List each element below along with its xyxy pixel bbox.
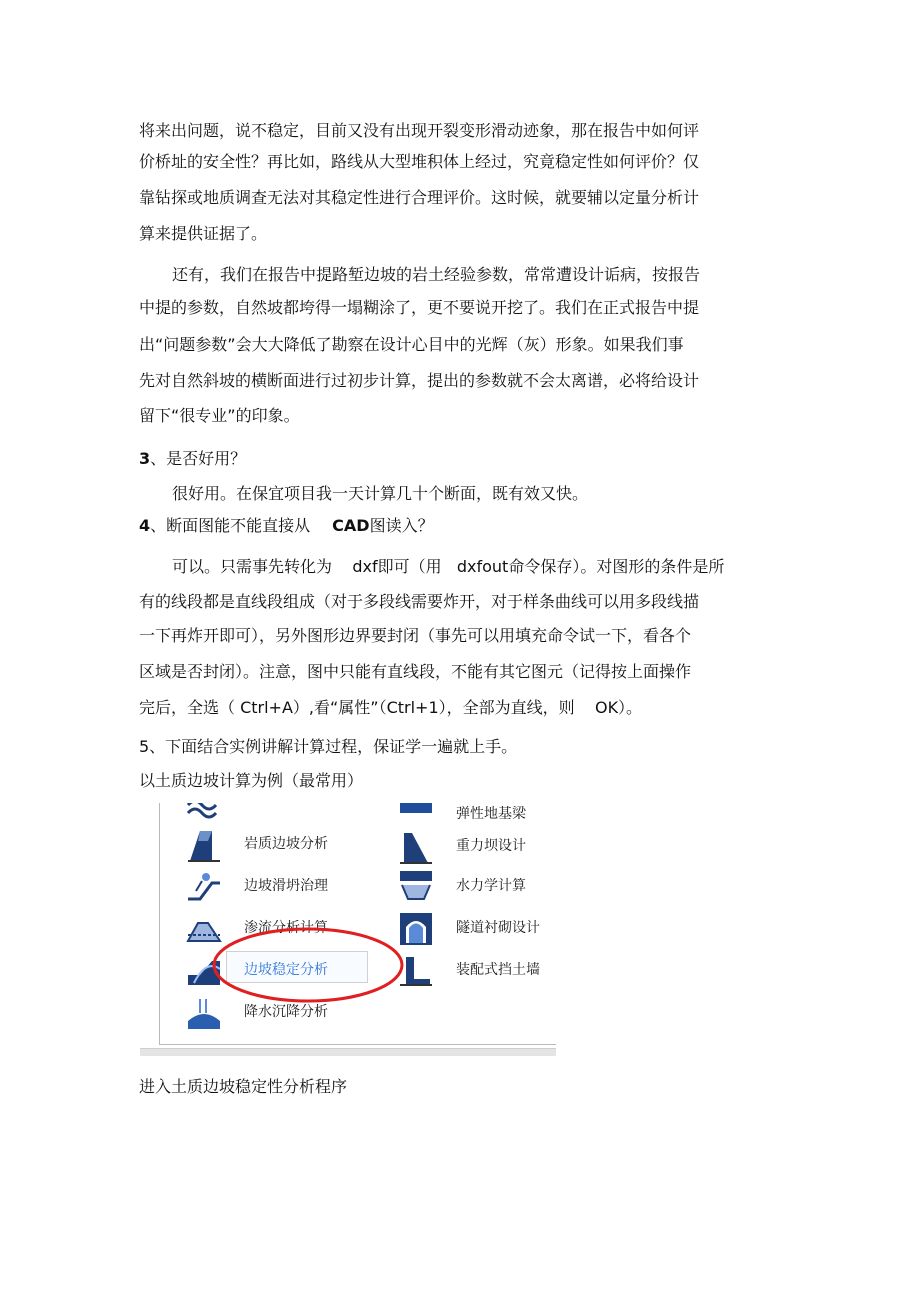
menu-item-label: 隧道衬砌设计 [456,920,540,936]
menu-item-label: 岩质边坡分析 [244,836,328,852]
menu-item-label: 装配式挡土墙 [456,962,540,978]
paragraph-line: 算来提供证据了。 [139,224,268,243]
question-5: 5、下面结合实例讲解计算过程，保证学一遍就上手。 [139,737,518,756]
panel-border [159,1044,556,1045]
red-circle-annotation [210,925,406,1005]
software-menu-screenshot [140,803,556,1056]
question-number: 4 [139,516,151,535]
slope-landslide-icon [186,869,222,905]
menu-item-label: 降水沉降分析 [244,1004,328,1020]
menu-item-label: 水力学计算 [456,878,526,894]
question-text-cad: CAD [332,516,370,535]
paragraph-line: 靠钻探或地质调查无法对其稳定性进行合理评价。这时候，就要辅以定量分析计 [139,188,700,207]
elastic-beam-icon [398,803,434,817]
menu-item-label: 弹性地基梁 [456,806,526,822]
panel-border [159,803,160,1045]
gravity-dam-icon [398,829,434,865]
paragraph-line: 将来出问题，说不稳定，目前又没有出现开裂变形滑动迹象，那在报告中如何评 [139,121,700,140]
menu-item-label: 渗流分析计算 [244,920,328,936]
paragraph-line: 价桥址的安全性？再比如，路线从大型堆积体上经过，究竟稳定性如何评价？仅 [139,152,700,171]
answer-4-line: 一下再炸开即可），另外图形边界要封闭（事先可以用填充命令试一下，看各个 [139,626,692,645]
answer-4-line: 有的线段都是直线段组成（对于多段线需要炸开，对于样条曲线可以用多段线描 [139,592,700,611]
wave-icon [186,803,222,819]
question-text: 、是否好用？ [150,449,247,468]
paragraph-line: 先对自然斜坡的横断面进行过初步计算，提出的参数就不会太离谱，必将给设计 [139,371,700,390]
rock-slope-icon [186,827,222,863]
answer-4-line: 可以。只需事先转化为 dxf即可（用 dxfout命令保存）。对图形的条件是所 [172,557,725,576]
question-text: 图读入？ [369,516,434,535]
answer-3: 很好用。在保宜项目我一天计算几十个断面，既有效又快。 [172,484,589,503]
paragraph-line: 出“问题参数”会大大降低了勘察在设计心目中的光辉（灰）形象。如果我们事 [139,335,684,354]
answer-4-line: 区域是否封闭）。注意，图中只能有直线段，不能有其它图元（记得按上面操作 [139,662,692,681]
hydraulics-icon [398,869,434,905]
menu-item-label: 重力坝设计 [456,838,526,854]
menu-item-label: 边坡滑坍治理 [244,878,328,894]
paragraph-line: 还有，我们在报告中提路堑边坡的岩土经验参数，常常遭设计诟病，按报告 [172,265,701,284]
question-number: 3 [139,449,151,468]
question-3 [139,448,246,470]
caption-before: 以土质边坡计算为例（最常用） [139,771,364,790]
answer-4-line: 完后，全选（ Ctrl+A）,看“属性”（Ctrl+1），全部为直线，则 OK）。 [139,698,643,717]
question-text: 、断面图能不能直接从 [150,516,311,535]
paragraph-line: 中提的参数，自然坡都垮得一塌糊涂了，更不要说开挖了。我们在正式报告中提 [139,298,700,317]
caption-after: 进入土质边坡稳定性分析程序 [139,1077,348,1096]
paragraph-line: 留下“很专业”的印象。 [139,406,300,425]
menu-item-label: 边坡稳定分析 [244,962,328,978]
horizontal-scrollbar[interactable] [140,1048,556,1056]
question-4 [139,515,434,537]
